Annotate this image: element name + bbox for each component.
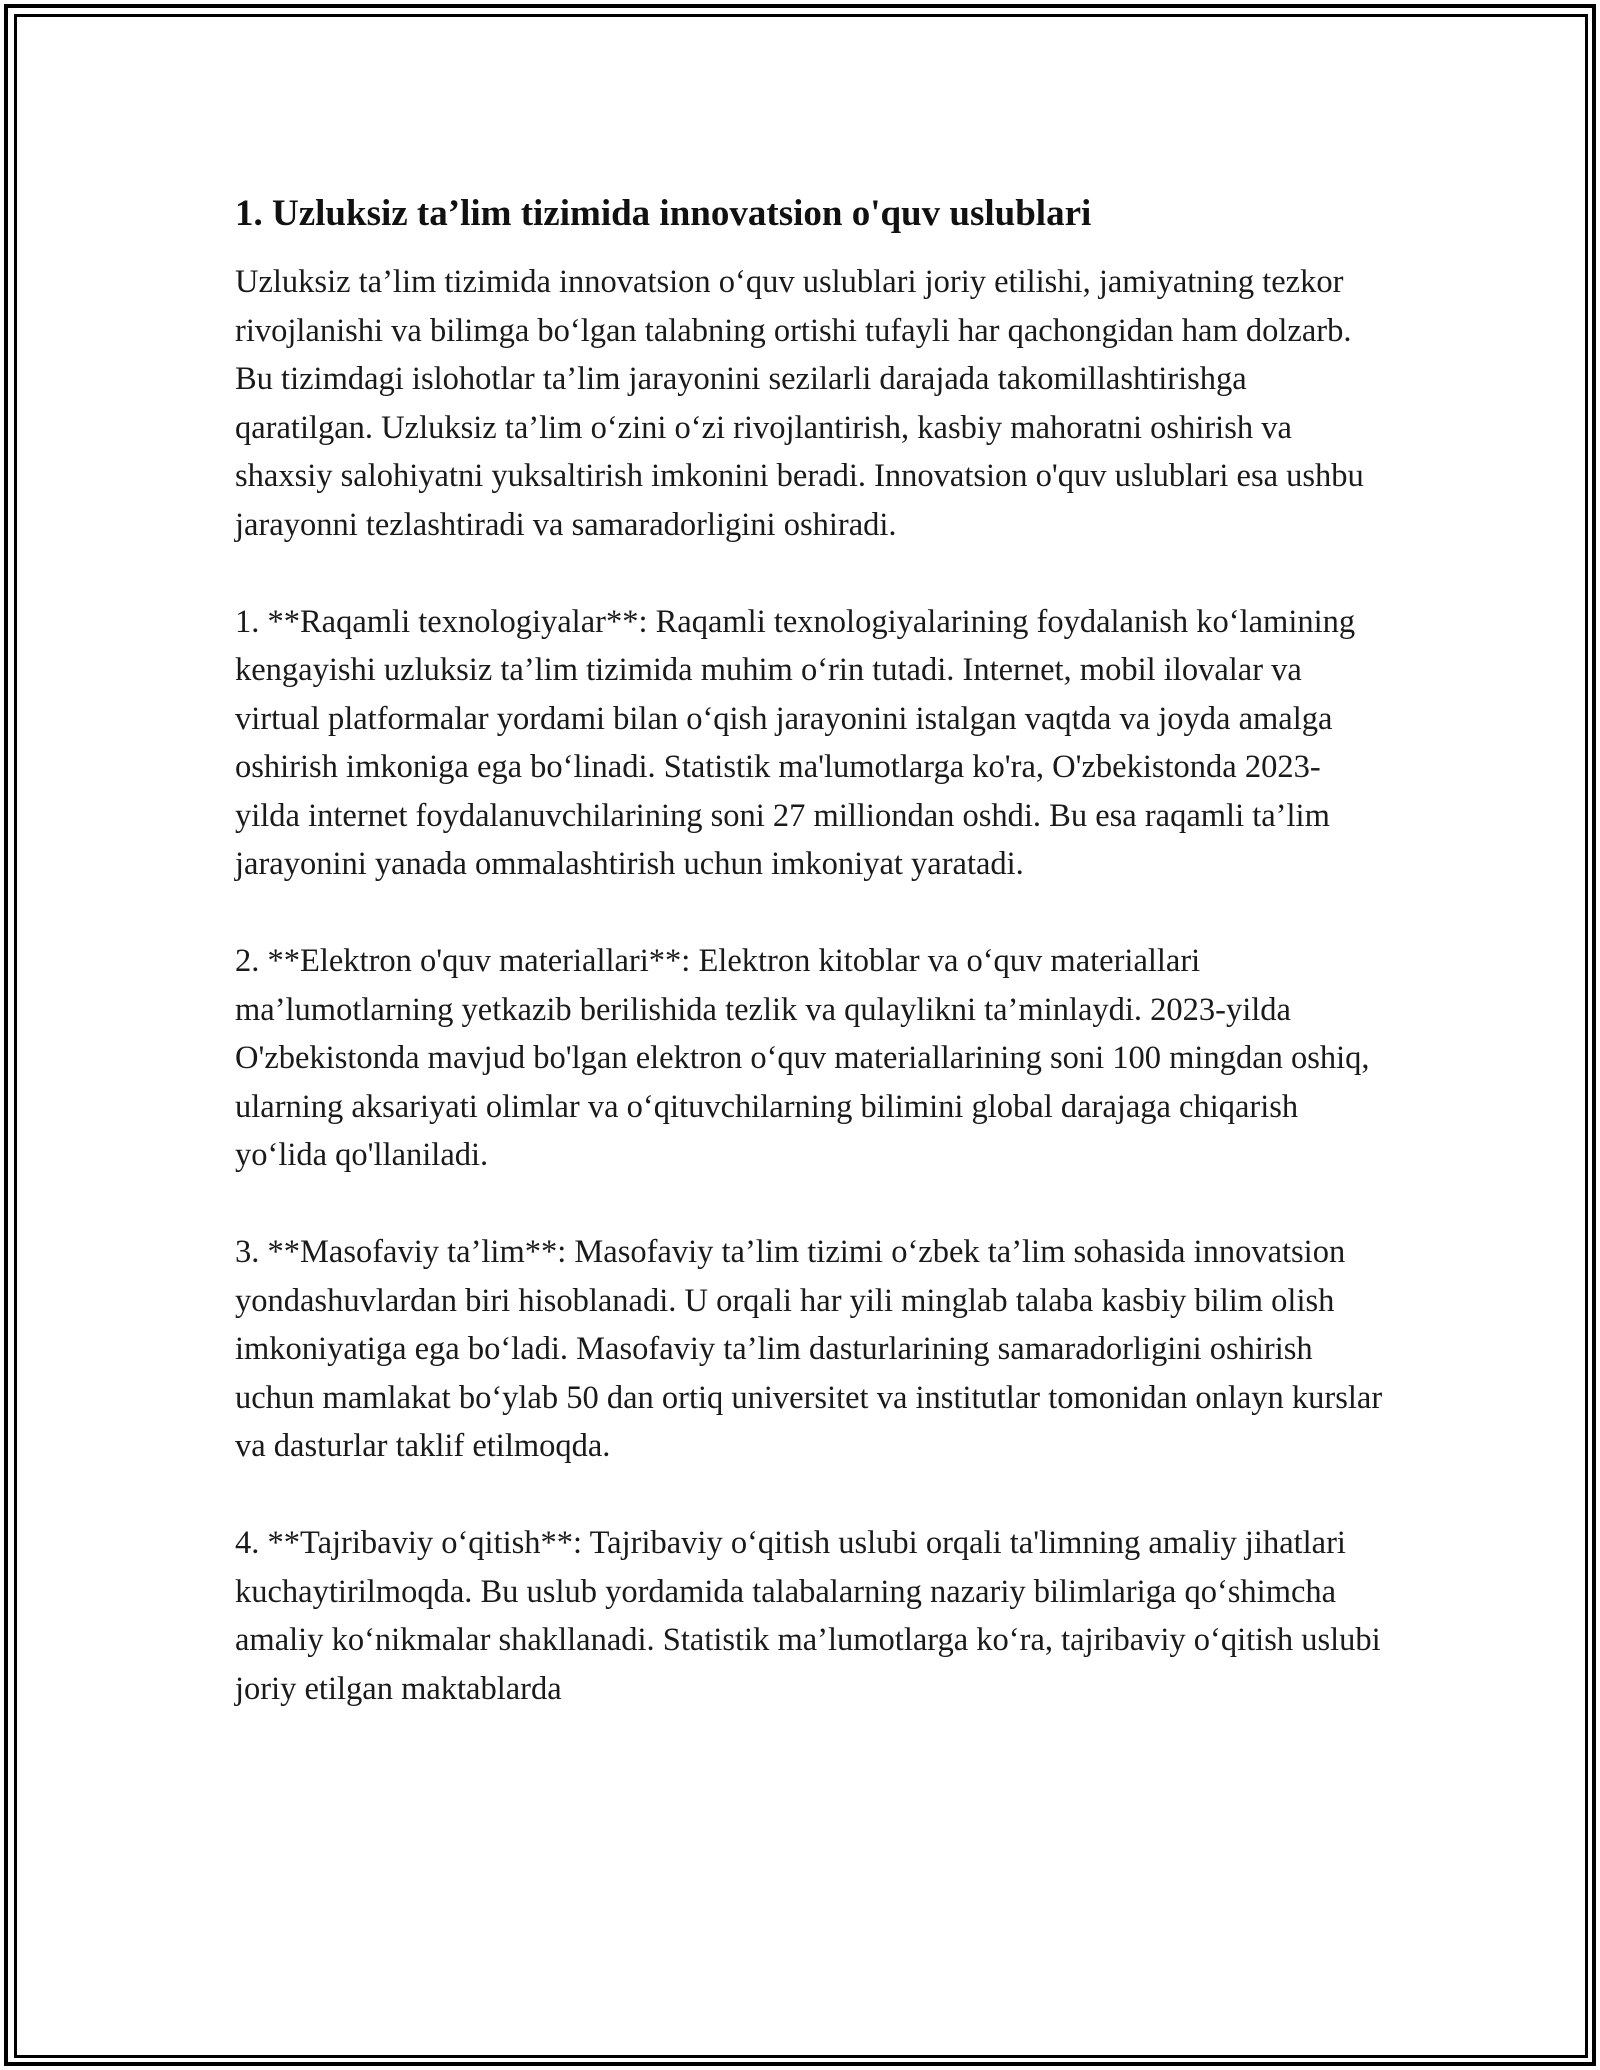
paragraph-distance-learning: 3. **Masofaviy ta’lim**: Masofaviy ta’lim tizimi o‘zbek ta’lim sohasida innovatsion yondashuvlardan biri hisoblanadi. U orqali har yili minglab talaba kasbiy bilim olish imkoniyatiga ega bo‘ladi. Masofaviy ta’lim dasturlarining samaradorligini oshirish uchun mamlakat bo‘ylab 50 dan ortiq universitet va institutlar tomonidan onlayn kurslar va dasturlar taklif etilmoqda.: [235, 1234, 1383, 1464]
document-body: [235, 188, 1385, 1762]
paragraph-electronic-materials: 2. **Elektron o'quv materiallari**: Elektron kitoblar va o‘quv materiallari ma’lumotlarning yetkazib berilishida tezlik va qulaylikni ta’minlaydi. 2023-yilda O'zbekistonda mavjud bo'lgan elektron o‘quv materiallarining soni 100 mingdan oshiq, ularning aksariyati olimlar va o‘qituvchilarning bilimini global darajaga chiqarish yo‘lida qo'llaniladi.: [235, 943, 1370, 1173]
paragraph-digital-technologies: 1. **Raqamli texnologiyalar**: Raqamli texnologiyalarining foydalanish ko‘lamining kengayishi uzluksiz ta’lim tizimida muhim o‘rin tutadi. Internet, mobil ilovalar va virtual platformalar yordami bilan o‘qish jarayonini istalgan vaqtda va joyda amalga oshirish imkoniga ega bo‘linadi. Statistik ma'lumotlarga ko'ra, O'zbekistonda 2023-yilda internet foydalanuvchilarining soni 27 milliondan oshdi. Bu esa raqamli ta’lim jarayonini yanada ommalashtirish uchun imkoniyat yaratadi.: [235, 603, 1356, 882]
section-title: 1. Uzluksiz ta’lim tizimida innovatsion o'quv uslublari: [235, 193, 1092, 234]
intro-paragraph: Uzluksiz ta’lim tizimida innovatsion o‘quv uslublari joriy etilishi, jamiyatning tezkor rivojlanishi va bilimga bo‘lgan talabning ortishi tufayli har qachongidan ham dolzarb. Bu tizimdagi islohotlar ta’lim jarayonini sezilarli darajada takomillashtirishga qaratilgan. Uzluksiz ta’lim o‘zini o‘zi rivojlantirish, kasbiy mahoratni oshirish va shaxsiy salohiyatni yuksaltirish imkonini beradi. Innovatsion o'quv uslublari esa ushbu jarayonni tezlashtiradi va samaradorligini oshiradi.: [235, 264, 1364, 543]
paragraph-experiential-teaching: 4. **Tajribaviy o‘qitish**: Tajribaviy o‘qitish uslubi orqali ta'limning amaliy jihatlari kuchaytirilmoqda. Bu uslub yordamida talabalarning nazariy bilimlariga qo‘shimcha amaliy ko‘nikmalar shakllanadi. Statistik ma’lumotlarga ko‘ra, tajribaviy o‘qitish uslubi joriy etilgan maktablarda: [235, 1525, 1381, 1707]
